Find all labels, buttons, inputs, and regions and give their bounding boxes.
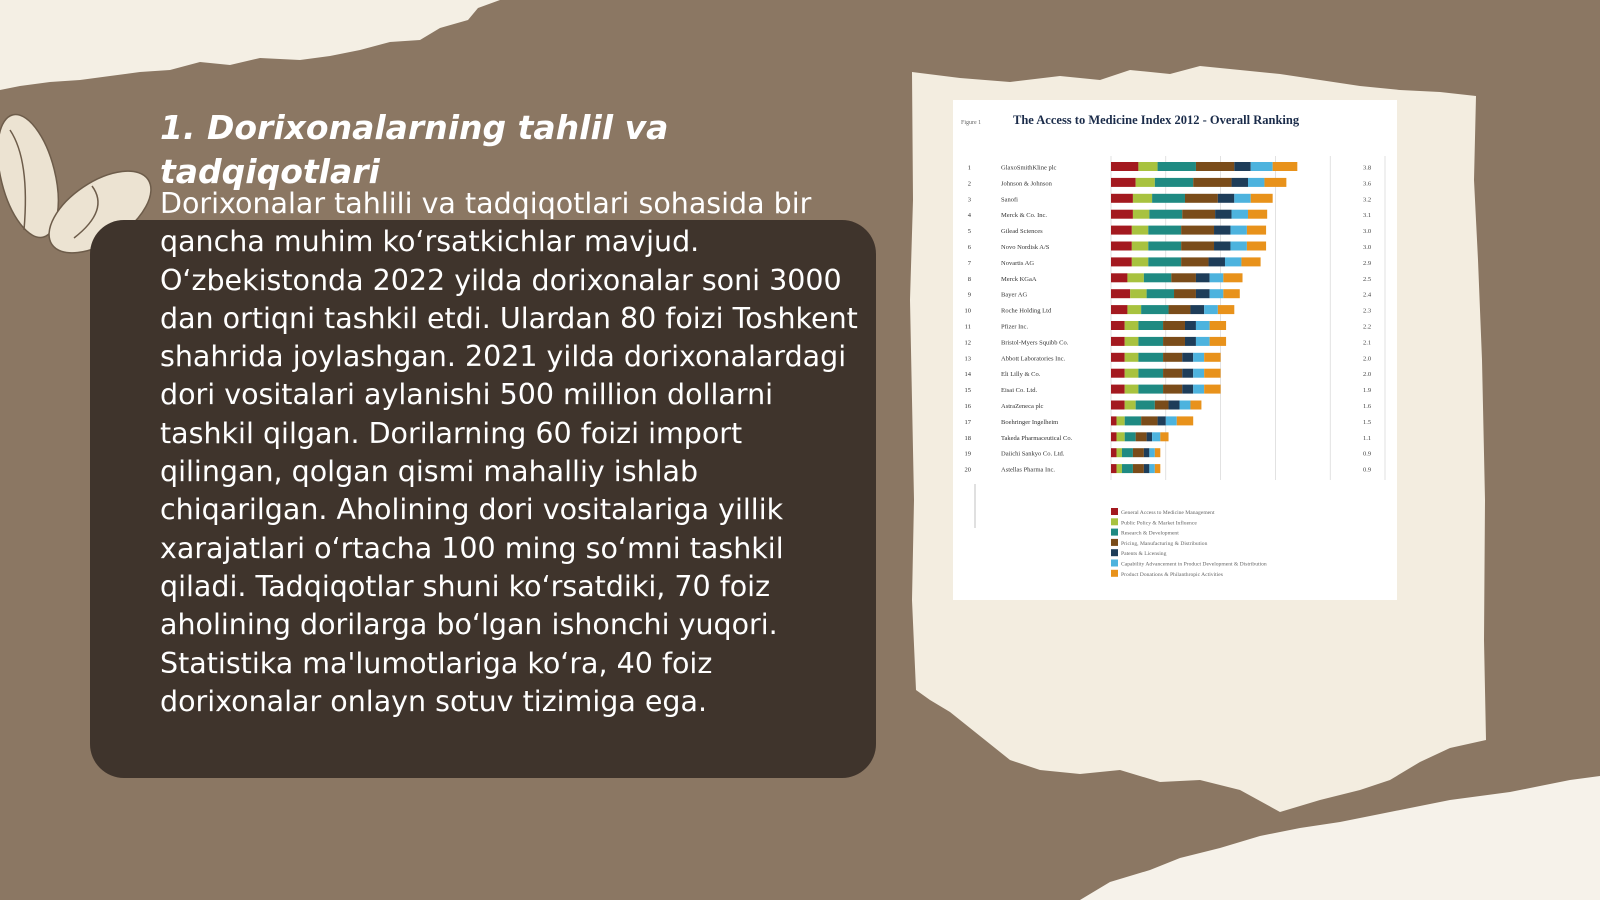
chart-rank-label: 16 xyxy=(964,403,971,410)
chart-bar-segment xyxy=(1155,464,1160,473)
torn-paper-top-left xyxy=(0,0,500,90)
chart-bar-segment xyxy=(1214,242,1230,251)
chart-score-label: 2.0 xyxy=(1363,371,1372,379)
chart-bar-segment xyxy=(1111,385,1125,394)
chart-bar-segment xyxy=(1248,178,1264,187)
chart-bar-segment xyxy=(1163,337,1185,346)
chart-bar-segment xyxy=(1125,385,1139,394)
chart-score-label: 2.9 xyxy=(1363,259,1372,267)
chart-score-label: 2.3 xyxy=(1363,307,1372,315)
chart-bar-segment xyxy=(1196,162,1234,171)
ranking-chart xyxy=(953,100,1397,600)
chart-category-label: AstraZeneca plc xyxy=(1001,403,1044,410)
chart-bar-segment xyxy=(1147,432,1152,441)
chart-bar-segment xyxy=(1148,226,1181,235)
chart-score-label: 0.9 xyxy=(1363,466,1372,474)
chart-rank-label: 20 xyxy=(964,466,971,474)
chart-category-label: Astellas Pharma Inc. xyxy=(1001,466,1055,474)
chart-legend-swatch xyxy=(1111,560,1118,567)
chart-category-label: Bayer AG xyxy=(1001,291,1028,299)
chart-bar-segment xyxy=(1204,353,1220,362)
chart-bar-segment xyxy=(1225,257,1241,266)
chart-category-label: Pfizer Inc. xyxy=(1001,323,1029,331)
chart-bar-segment xyxy=(1149,210,1182,219)
chart-bar-segment xyxy=(1169,401,1180,410)
chart-bar-segment xyxy=(1116,464,1121,473)
chart-card xyxy=(953,100,1397,600)
chart-score-label: 3.0 xyxy=(1363,244,1372,251)
chart-rank-label: 12 xyxy=(964,339,971,347)
chart-category-label: Sanofi xyxy=(1001,196,1018,204)
chart-rank-label: 10 xyxy=(964,307,971,315)
chart-bar-segment xyxy=(1111,178,1136,187)
chart-bar-segment xyxy=(1210,321,1226,330)
chart-legend-swatch xyxy=(1111,518,1118,525)
chart-legend-label: Product Donations & Philanthropic Activities xyxy=(1121,571,1223,578)
chart-bar-segment xyxy=(1264,178,1286,187)
slide-body-text: Dorixonalar tahlili va tadqiqotlari sohasida bir qancha muhim ko‘rsatkichlar mavjud. O‘zbekistonda 2022 yilda dorixonalar soni 3000 dan ortiqni tashkil etdi. Ulardan 80 foizi Toshkent shahrida joylashgan. 2021 yilda dorixonalardagi dori vositalari aylanishi 500 million dollarni tashkil qilgan. Dorilarning 60 foizi import qilingan, qolgan qismi mahalliy ishlab chiqarilgan. Aholining dori vositalariga yillik xarajatlari o‘rtacha 100 ming so‘mni tashkil qiladi. Tadqiqotlar shuni ko‘rsatdiki, 70 foiz aholining dorilarga bo‘lgan ishonchi yuqori. Statistika ma'lumotlariga ko‘ra, 40 foiz dorixonalar onlayn sotuv tizimiga ega. xyxy=(160,187,858,718)
chart-category-label: Abbott Laboratories Inc. xyxy=(1001,355,1066,363)
chart-bar-segment xyxy=(1160,432,1168,441)
chart-rank-label: 19 xyxy=(964,450,971,458)
chart-bar-segment xyxy=(1247,226,1266,235)
chart-bar-segment xyxy=(1148,242,1181,251)
chart-rank-label: 6 xyxy=(967,244,971,251)
chart-legend-label: General Access to Medicine Management xyxy=(1121,510,1215,516)
chart-bar-segment xyxy=(1122,448,1133,457)
chart-bar-segment xyxy=(1248,210,1267,219)
chart-legend-label: Research & Development xyxy=(1121,530,1179,537)
chart-bar-segment xyxy=(1111,194,1133,203)
chart-bar-segment xyxy=(1190,401,1201,410)
chart-bar-segment xyxy=(1111,401,1125,410)
chart-bar-segment xyxy=(1138,321,1163,330)
chart-bar-segment xyxy=(1234,162,1250,171)
chart-rank-label: 13 xyxy=(964,355,971,363)
chart-bar-segment xyxy=(1130,289,1146,298)
chart-bar-segment xyxy=(1125,337,1139,346)
chart-category-label: Takeda Pharmaceutical Co. xyxy=(1001,434,1073,442)
chart-bar-segment xyxy=(1138,337,1163,346)
chart-bar-segment xyxy=(1181,226,1214,235)
chart-bar-segment xyxy=(1111,432,1116,441)
chart-bar-segment xyxy=(1111,305,1127,314)
chart-score-label: 2.5 xyxy=(1363,275,1372,283)
chart-score-label: 3.2 xyxy=(1363,196,1372,204)
chart-score-label: 1.9 xyxy=(1363,387,1372,395)
chart-bar-segment xyxy=(1138,385,1163,394)
chart-bar-segment xyxy=(1174,289,1196,298)
chart-bar-segment xyxy=(1163,369,1182,378)
chart-bar-segment xyxy=(1182,210,1215,219)
chart-category-label: Eli Lilly & Co. xyxy=(1001,371,1041,379)
chart-bar-segment xyxy=(1182,385,1193,394)
chart-rank-label: 5 xyxy=(967,228,971,236)
chart-bar-segment xyxy=(1204,369,1220,378)
chart-score-label: 0.9 xyxy=(1363,450,1372,458)
chart-rank-label: 3 xyxy=(967,196,971,204)
chart-bar-segment xyxy=(1181,242,1214,251)
chart-bar-segment xyxy=(1132,242,1148,251)
chart-bar-segment xyxy=(1149,448,1154,457)
chart-bar-segment xyxy=(1234,194,1250,203)
chart-bar-segment xyxy=(1111,321,1125,330)
chart-rank-label: 11 xyxy=(964,323,971,331)
chart-bar-segment xyxy=(1147,289,1174,298)
chart-bar-segment xyxy=(1204,305,1218,314)
chart-bar-segment xyxy=(1125,369,1139,378)
chart-bar-segment xyxy=(1111,289,1130,298)
chart-bar-segment xyxy=(1111,369,1125,378)
chart-rank-label: 2 xyxy=(967,180,971,188)
chart-bar-segment xyxy=(1111,337,1125,346)
chart-bar-segment xyxy=(1125,416,1141,425)
chart-bar-segment xyxy=(1251,194,1273,203)
chart-bar-segment xyxy=(1111,242,1132,251)
chart-bar-segment xyxy=(1214,226,1230,235)
chart-bar-segment xyxy=(1155,178,1193,187)
chart-bar-segment xyxy=(1116,416,1124,425)
chart-score-label: 1.5 xyxy=(1363,418,1372,426)
chart-category-label: Merck KGaA xyxy=(1001,275,1037,283)
chart-bar-segment xyxy=(1155,401,1169,410)
chart-legend-label: Capability Advancement in Product Development & Distribution xyxy=(1121,561,1267,568)
chart-rank-label: 7 xyxy=(967,259,971,267)
chart-bar-segment xyxy=(1125,432,1136,441)
chart-rank-label: 18 xyxy=(964,434,971,442)
chart-bar-segment xyxy=(1149,464,1154,473)
chart-legend-label: Pricing, Manufacturing & Distribution xyxy=(1121,540,1208,547)
chart-bar-segment xyxy=(1116,432,1124,441)
chart-bar-segment xyxy=(1111,162,1138,171)
chart-bar-segment xyxy=(1223,273,1242,282)
chart-category-label: Johnson & Johnson xyxy=(1001,180,1052,188)
chart-bar-segment xyxy=(1136,432,1147,441)
chart-category-label: Boehringer Ingelheim xyxy=(1001,418,1059,426)
chart-bar-segment xyxy=(1116,448,1121,457)
chart-bar-segment xyxy=(1230,242,1246,251)
chart-bar-segment xyxy=(1196,289,1210,298)
chart-bar-segment xyxy=(1155,448,1160,457)
chart-bar-segment xyxy=(1218,305,1234,314)
chart-bar-segment xyxy=(1273,162,1298,171)
chart-bar-segment xyxy=(1148,257,1181,266)
chart-score-label: 3.8 xyxy=(1363,164,1372,172)
chart-bar-segment xyxy=(1141,305,1168,314)
chart-bar-segment xyxy=(1171,273,1196,282)
chart-score-label: 3.1 xyxy=(1363,212,1372,220)
chart-score-label: 1.1 xyxy=(1363,434,1372,442)
chart-legend-swatch xyxy=(1111,529,1118,536)
slide-title: 1. Dorixonalarning tahlil va tadqiqotlari xyxy=(160,108,669,191)
chart-rank-label: 1 xyxy=(967,164,971,172)
chart-bar-segment xyxy=(1193,369,1204,378)
chart-score-label: 1.6 xyxy=(1363,403,1372,410)
chart-legend-swatch xyxy=(1111,539,1118,546)
chart-legend-label: Patents & Licensing xyxy=(1121,551,1167,558)
chart-bar-segment xyxy=(1127,305,1141,314)
chart-bar-segment xyxy=(1193,353,1204,362)
chart-bar-segment xyxy=(1111,448,1116,457)
chart-bar-segment xyxy=(1152,432,1160,441)
chart-bar-segment xyxy=(1177,416,1193,425)
chart-bar-segment xyxy=(1133,194,1152,203)
chart-bar-segment xyxy=(1166,416,1177,425)
chart-bar-segment xyxy=(1111,210,1133,219)
chart-bar-segment xyxy=(1210,273,1224,282)
chart-rank-label: 9 xyxy=(967,291,971,299)
chart-score-label: 2.1 xyxy=(1363,339,1372,347)
chart-rank-label: 14 xyxy=(964,371,971,379)
chart-bar-segment xyxy=(1247,242,1266,251)
chart-bar-segment xyxy=(1138,353,1163,362)
chart-bar-segment xyxy=(1158,162,1196,171)
chart-bar-segment xyxy=(1133,464,1144,473)
chart-bar-segment xyxy=(1193,178,1231,187)
chart-bar-segment xyxy=(1169,305,1191,314)
chart-legend-label: Public Policy & Market Influence xyxy=(1121,520,1197,527)
chart-bar-segment xyxy=(1196,321,1210,330)
chart-bar-segment xyxy=(1210,289,1224,298)
chart-score-label: 2.4 xyxy=(1363,291,1372,299)
chart-bar-segment xyxy=(1163,385,1182,394)
chart-title: The Access to Medicine Index 2012 - Overall Ranking xyxy=(1013,113,1300,127)
chart-bar-segment xyxy=(1125,353,1139,362)
chart-category-label: Daiichi Sankyo Co. Ltd. xyxy=(1001,450,1065,458)
chart-legend-swatch xyxy=(1111,508,1118,515)
chart-bar-segment xyxy=(1111,416,1116,425)
chart-bar-segment xyxy=(1196,273,1210,282)
chart-bar-segment xyxy=(1209,257,1225,266)
chart-category-label: Merck & Co. Inc. xyxy=(1001,212,1048,220)
chart-category-label: GlaxoSmithKline plc xyxy=(1001,164,1057,172)
chart-bar-segment xyxy=(1190,305,1204,314)
chart-bar-segment xyxy=(1232,210,1248,219)
chart-figure-label: Figure 1 xyxy=(961,120,982,126)
chart-category-label: Roche Holding Ltd xyxy=(1001,307,1052,315)
chart-category-label: Eisai Co. Ltd. xyxy=(1001,387,1038,395)
chart-bar-segment xyxy=(1193,385,1204,394)
chart-bar-segment xyxy=(1185,194,1218,203)
chart-bar-segment xyxy=(1133,210,1149,219)
chart-bar-segment xyxy=(1144,273,1171,282)
chart-score-label: 3.0 xyxy=(1363,228,1372,236)
chart-bar-segment xyxy=(1125,321,1139,330)
chart-bar-segment xyxy=(1158,416,1166,425)
chart-bar-segment xyxy=(1251,162,1273,171)
chart-score-label: 2.0 xyxy=(1363,355,1372,363)
chart-bar-segment xyxy=(1144,464,1149,473)
chart-bar-segment xyxy=(1111,257,1132,266)
chart-bar-segment xyxy=(1185,337,1196,346)
chart-bar-segment xyxy=(1152,194,1185,203)
chart-rank-label: 4 xyxy=(967,212,971,220)
chart-bar-segment xyxy=(1111,226,1132,235)
chart-bar-segment xyxy=(1241,257,1260,266)
chart-category-label: Novartis AG xyxy=(1001,259,1035,267)
chart-category-label: Novo Nordisk A/S xyxy=(1001,244,1050,251)
chart-bar-segment xyxy=(1182,369,1193,378)
chart-bar-segment xyxy=(1163,321,1185,330)
chart-bar-segment xyxy=(1132,226,1148,235)
chart-bar-segment xyxy=(1141,416,1157,425)
chart-bar-segment xyxy=(1181,257,1208,266)
chart-bar-segment xyxy=(1196,337,1210,346)
chart-bar-segment xyxy=(1163,353,1182,362)
chart-legend-swatch xyxy=(1111,570,1118,577)
chart-rank-label: 15 xyxy=(964,387,971,395)
chart-bar-segment xyxy=(1230,226,1246,235)
chart-bar-segment xyxy=(1182,353,1193,362)
chart-score-label: 2.2 xyxy=(1363,323,1372,331)
chart-score-label: 3.6 xyxy=(1363,180,1372,188)
chart-bar-segment xyxy=(1180,401,1191,410)
chart-bar-segment xyxy=(1204,385,1220,394)
chart-bar-segment xyxy=(1136,178,1155,187)
chart-category-label: Bristol-Myers Squibb Co. xyxy=(1001,339,1069,347)
chart-bar-segment xyxy=(1127,273,1143,282)
chart-bar-segment xyxy=(1133,448,1144,457)
chart-rank-label: 17 xyxy=(964,418,971,426)
chart-legend-swatch xyxy=(1111,549,1118,556)
chart-bar-segment xyxy=(1210,337,1226,346)
chart-bar-segment xyxy=(1111,353,1125,362)
chart-bar-segment xyxy=(1125,401,1136,410)
chart-bar-segment xyxy=(1136,401,1155,410)
chart-category-label: Gilead Sciences xyxy=(1001,228,1043,236)
chart-bar-segment xyxy=(1215,210,1231,219)
chart-bar-segment xyxy=(1111,273,1127,282)
chart-bar-segment xyxy=(1138,369,1163,378)
chart-bar-segment xyxy=(1138,162,1157,171)
chart-bar-segment xyxy=(1122,464,1133,473)
chart-bar-segment xyxy=(1185,321,1196,330)
chart-bar-segment xyxy=(1144,448,1149,457)
chart-rank-label: 8 xyxy=(967,275,971,283)
chart-bar-segment xyxy=(1223,289,1239,298)
chart-bar-segment xyxy=(1111,464,1116,473)
chart-bar-segment xyxy=(1232,178,1248,187)
chart-bar-segment xyxy=(1218,194,1234,203)
chart-bar-segment xyxy=(1132,257,1148,266)
